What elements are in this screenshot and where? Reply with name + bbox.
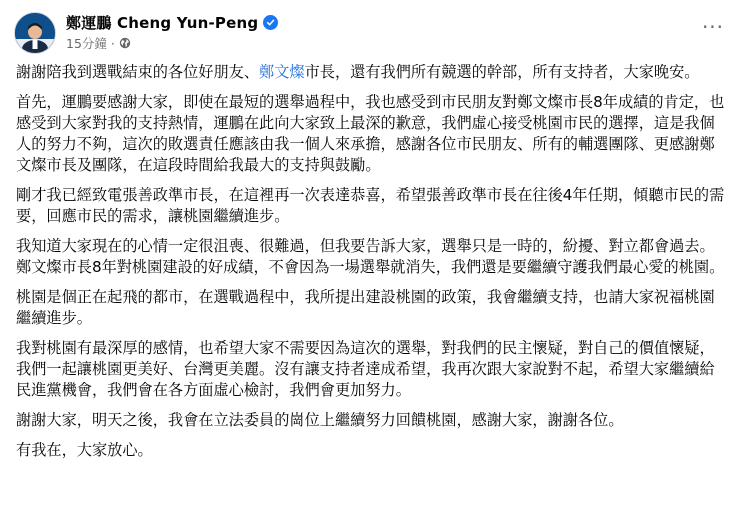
post-paragraph: 有我在，大家放心。 bbox=[16, 441, 153, 459]
post-header bbox=[14, 10, 730, 56]
mention-link[interactable]: 鄭文燦 bbox=[259, 63, 305, 81]
author-avatar[interactable] bbox=[14, 12, 56, 54]
author-name[interactable]: 鄭運鵬 Cheng Yun-Peng bbox=[66, 13, 259, 32]
paragraph-text-after-mention: 市長，還有我們所有競選的幹部，所有支持者，大家晚安。 bbox=[304, 63, 700, 81]
author-name-row bbox=[66, 12, 278, 32]
post-paragraph: 我知道大家現在的心情一定很沮喪、很難過，但我要告訴大家，選舉只是一時的，紛擾、對立都會過去。鄭文燦市長8年對桃園建設的好成績，不會因為一場選舉就消失，我們還是要繼續守護我們最心愛的桃園。 bbox=[16, 237, 725, 276]
paragraph-text-before-mention: 謝謝陪我到選戰結束的各位好朋友、 bbox=[16, 63, 259, 81]
more-options-button[interactable]: ··· bbox=[701, 15, 725, 39]
post-paragraph bbox=[16, 62, 728, 83]
post-meta bbox=[66, 35, 131, 51]
verified-badge-icon bbox=[263, 15, 278, 30]
post-timestamp[interactable]: 15分鐘 bbox=[66, 36, 107, 51]
post-paragraph: 首先，運鵬要感謝大家，即使在最短的選舉過程中，我也感受到市民朋友對鄭文燦市長8年成績的肯定，也感受到大家對我的支持熱情，運鵬在此向大家致上最深的歉意，我們虛心接受桃園市民的選擇，這是我個人的努力不夠，這次的敗選責任應該由我一個人來承擔，感謝各位市民朋友、所有的輔選團隊、更感謝鄭文燦市長及團隊，在這段時間給我最大的支持與鼓勵。 bbox=[16, 93, 725, 174]
post-paragraph: 剛才我已經致電張善政準市長，在這裡再一次表達恭喜，希望張善政準市長在往後4年任期，傾聽市民的需要，回應市民的需求，讓桃園繼續進步。 bbox=[16, 186, 725, 225]
post-paragraph: 謝謝大家，明天之後，我會在立法委員的崗位上繼續努力回饋桃園，感謝大家，謝謝各位。 bbox=[16, 411, 624, 429]
post-paragraph: 我對桃園有最深厚的感情，也希望大家不需要因為這次的選舉，對我們的民主懷疑，對自己的價值懷疑，我們一起讓桃園更美好、台灣更美麗。沒有讓支持者達成希望，我再次跟大家說對不起，希望大家繼續給民進黨機會，我們會在各方面虛心檢討，我們會更加努力。 bbox=[16, 339, 715, 399]
globe-icon[interactable] bbox=[119, 37, 131, 49]
meta-separator: · bbox=[110, 35, 115, 51]
post-body bbox=[16, 62, 728, 470]
post-paragraph: 桃園是個正在起飛的都市，在選戰過程中，我所提出建設桃園的政策，我會繼續支持，也請大家祝福桃園繼續進步。 bbox=[16, 288, 715, 327]
